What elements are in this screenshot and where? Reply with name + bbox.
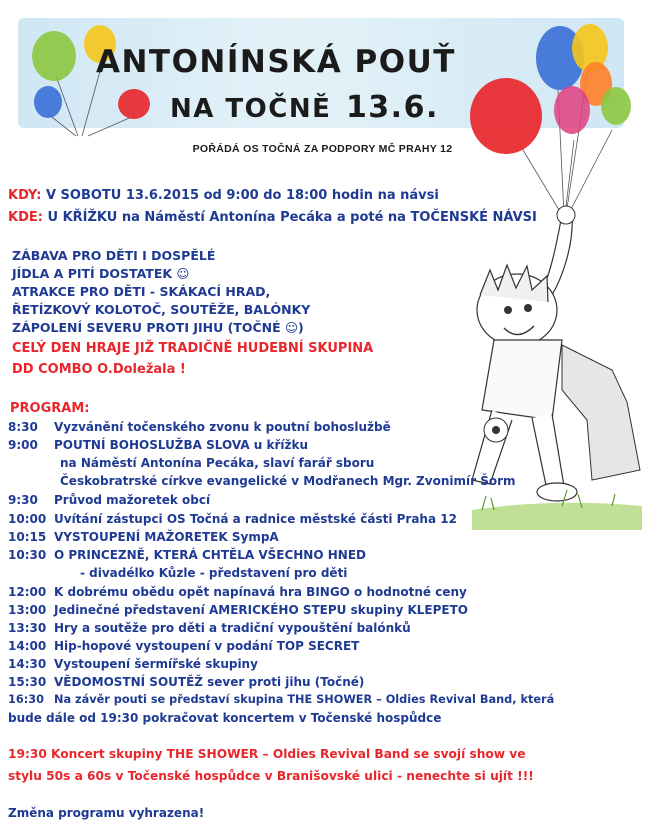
program-note: Změna programu vyhrazena!: [8, 806, 205, 820]
program-row: [8, 675, 364, 689]
program-text: K dobrému obědu opět napínavá hra BINGO o hodnotné ceny: [54, 585, 467, 599]
program-time: 13:00: [8, 603, 47, 617]
program-row: [8, 420, 391, 434]
program-text: VYSTOUPENÍ MAŽORETEK SympA: [54, 530, 279, 544]
where-label: KDE:: [8, 210, 43, 225]
program-text: Vyzvánění točenského zvonu k poutní bohoslužbě: [54, 420, 391, 434]
program-row: [8, 585, 467, 599]
band-line: CELÝ DEN HRAJE JIŽ TRADIČNĚ HUDEBNÍ SKUPINA: [12, 341, 374, 356]
page-subtitle: [170, 90, 439, 125]
program-row: [60, 474, 516, 488]
program-row: [60, 456, 374, 470]
program-time: 13:30: [8, 621, 47, 635]
program-text: O PRINCEZNĚ, KTERÁ CHTĚLA VŠECHNO HNED: [54, 548, 366, 562]
program-row: [8, 693, 554, 706]
program-row: [8, 530, 279, 544]
highlight-item: ZÁBAVA PRO DĚTI I DOSPĚLÉ: [12, 248, 216, 263]
program-time: 14:00: [8, 639, 47, 653]
program-text: Vystoupení šermířské skupiny: [54, 657, 258, 671]
program-text: na Náměstí Antonína Pecáka, slaví farář sboru: [60, 456, 375, 470]
concert-line: stylu 50s a 60s v Točenské hospůdce v Branišovské ulici - nenechte si ujít !!!: [8, 769, 534, 783]
balloons-left-icon: [18, 18, 178, 148]
program-time: 12:00: [8, 585, 47, 599]
event-date: 13.6.: [345, 90, 439, 125]
program-row: [8, 548, 366, 562]
program-row: [8, 639, 359, 653]
program-time: 8:30: [8, 420, 38, 434]
when-line: [8, 188, 439, 203]
program-row: [8, 512, 457, 526]
page-title: ANTONÍNSKÁ POUŤ: [96, 44, 456, 80]
when-label: KDY:: [8, 188, 42, 203]
program-row: [8, 493, 210, 507]
program-row: [80, 566, 347, 580]
program-text: Českobratrské církve evangelické v Modřanech Mgr. Zvonimír Šorm: [60, 474, 516, 488]
program-time: 14:30: [8, 657, 47, 671]
band-line: DD COMBO O.Doležala !: [12, 362, 186, 377]
program-time: 16:30: [8, 693, 44, 706]
balloons-boy-illustration: [412, 10, 642, 530]
when-text: V SOBOTU 13.6.2015 od 9:00 do 18:00 hodin na návsi: [45, 188, 439, 203]
program-text: Hry a soutěže pro děti a tradiční vypouštění balónků: [54, 621, 411, 635]
program-row: [8, 621, 411, 635]
program-text: Uvítání zástupci OS Točná a radnice městské části Praha 12: [54, 512, 457, 526]
program-time: 9:00: [8, 438, 38, 452]
program-text: Hip-hopové vystoupení v podání TOP SECRET: [54, 639, 360, 653]
program-text: Průvod mažoretek obcí: [54, 493, 211, 507]
program-time: 10:00: [8, 512, 47, 526]
program-text: POUTNÍ BOHOSLUŽBA SLOVA u křížku: [54, 438, 309, 452]
concert-line: 19:30 Koncert skupiny THE SHOWER – Oldies Revival Band se svojí show ve: [8, 747, 526, 761]
program-time: 15:30: [8, 675, 47, 689]
program-text: VĚDOMOSTNÍ SOUTĚŽ sever proti jihu (Točné): [54, 675, 365, 689]
program-row: [8, 438, 308, 452]
program-text: bude dále od 19:30 pokračovat koncertem v Točenské hospůdce: [8, 711, 442, 725]
program-row: [8, 711, 441, 725]
program-heading: PROGRAM:: [10, 401, 90, 416]
subtitle-text: NA TOČNĚ: [170, 94, 332, 124]
where-text: U KŘÍŽKU na Náměstí Antonína Pecáka a poté na TOČENSKÉ NÁVSI: [47, 210, 537, 225]
program-time: 10:30: [8, 548, 47, 562]
highlight-item: ATRAKCE PRO DĚTI - SKÁKACÍ HRAD,: [12, 284, 271, 299]
highlight-item: JÍDLA A PITÍ DOSTATEK ☺: [12, 266, 190, 281]
where-line: [8, 210, 537, 225]
program-row: [8, 603, 468, 617]
program-text: Na závěr pouti se představí skupina THE SHOWER – Oldies Revival Band, která: [54, 693, 555, 706]
organizer-line: POŘÁDÁ OS TOČNÁ ZA PODPORY MČ PRAHY 12: [192, 143, 453, 155]
program-text: - divadélko Kůzle - představení pro děti: [80, 566, 348, 580]
program-row: [8, 657, 258, 671]
highlight-item: ZÁPOLENÍ SEVERU PROTI JIHU (TOČNÉ ☺): [12, 320, 304, 335]
program-text: Jedinečné představení AMERICKÉHO STEPU skupiny KLEPETO: [54, 603, 468, 617]
program-time: 9:30: [8, 493, 38, 507]
program-time: 10:15: [8, 530, 47, 544]
highlight-item: ŘETÍZKOVÝ KOLOTOČ, SOUTĚŽE, BALÓNKY: [12, 302, 311, 317]
